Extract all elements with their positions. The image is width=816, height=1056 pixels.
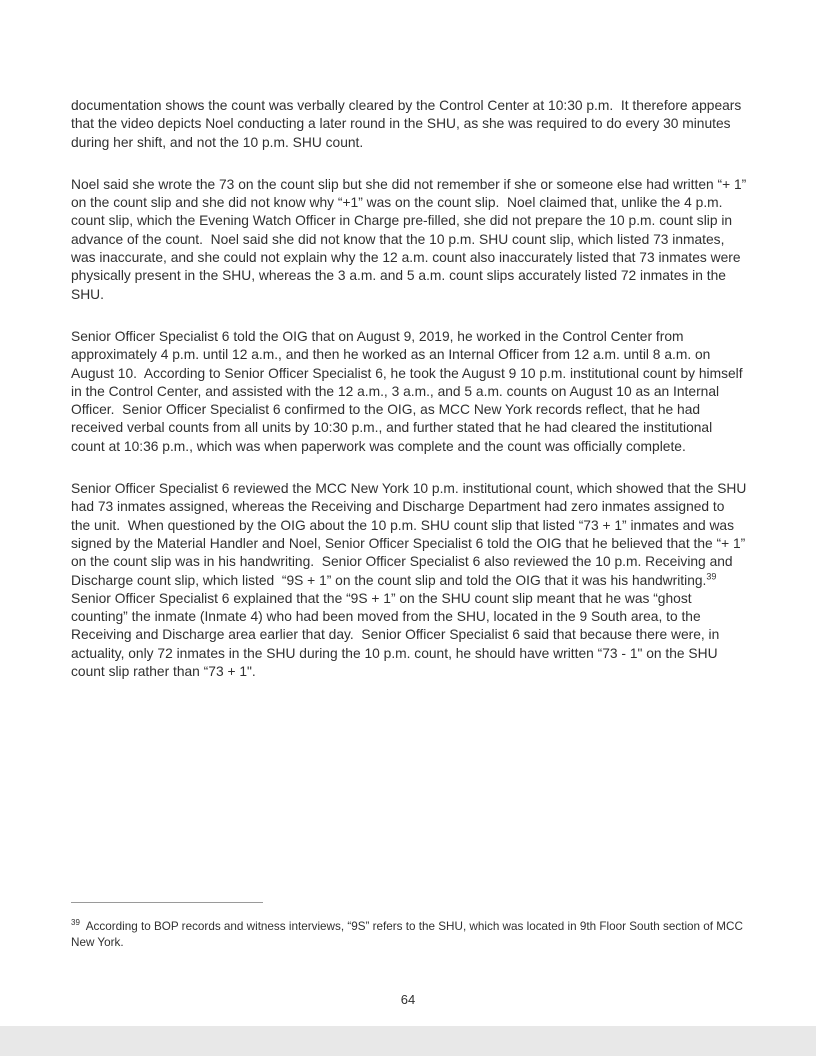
footnote-separator-rule [71, 902, 263, 903]
footnote-marker: 39 [71, 918, 80, 928]
paragraph-4-text-after-footnote: Senior Officer Specialist 6 explained that the “9S + 1” on the SHU count slip meant that he was “ghost counting” the inmate (Inmate 4) who had been moved from the SHU, located in the 9 South area, to the Receiving and Discharge area earlier that day. Senior Officer Specialist 6 said that because there were, in actuality, only 72 inmates in the SHU during the 10 p.m. count, he should have written “73 - 1" on the SHU count slip rather than “73 + 1". [71, 572, 725, 680]
footnote-reference-39: 39 [706, 570, 717, 581]
footnote-text: According to BOP records and witness interviews, “9S” refers to the SHU, which was located in 9th Floor South section of MCC New York. [71, 920, 747, 949]
paragraph-1: documentation shows the count was verbally cleared by the Control Center at 10:30 p.m. It therefore appears that the video depicts Noel conducting a later round in the SHU, as she was required to do every 30 minutes during her shift, and not the 10 p.m. SHU count. [71, 98, 746, 150]
paragraph-2: Noel said she wrote the 73 on the count slip but she did not remember if she or someone else had written “+ 1” on the count slip and she did not know why “+1” was on the count slip. Noel claimed that, unlike the 4 p.m. count slip, which the Evening Watch Officer in Charge pre-filled, she did not prepare the 10 p.m. count slip in advance of the count. Noel said she did not know that the 10 p.m. SHU count slip, which listed 73 inmates, was inaccurate, and she could not explain why the 12 a.m. count also inaccurately listed that 73 inmates were physically present in the SHU, whereas the 3 a.m. and 5 a.m. count slips accurately listed 72 inmates in the SHU. [71, 176, 751, 302]
footnote-39 [71, 919, 747, 951]
paragraph-4 [71, 480, 751, 681]
page-footer-strip [0, 1026, 816, 1056]
paragraph-4-text-before-footnote: Senior Officer Specialist 6 reviewed the MCC New York 10 p.m. institutional count, which showed that the SHU had 73 inmates assigned, whereas the Receiving and Discharge Department had zero inmates assigned to the unit. When questioned by the OIG about the 10 p.m. SHU count slip that listed “73 + 1” inmates and was signed by the Material Handler and Noel, Senior Officer Specialist 6 told the OIG that he believed that the “+ 1” on the count slip was in his handwriting. Senior Officer Specialist 6 also reviewed the 10 p.m. Receiving and Discharge count slip, which listed “9S + 1” on the count slip and told the OIG that it was his handwriting. [71, 481, 751, 588]
footnote-area [71, 902, 747, 951]
page-body [71, 97, 751, 705]
paragraph-3: Senior Officer Specialist 6 told the OIG that on August 9, 2019, he worked in the Control Center from approximately 4 p.m. until 12 a.m., and then he worked as an Internal Officer from 12 a.m. until 8 a.m. on August 10. According to Senior Officer Specialist 6, he took the August 9 10 p.m. institutional count by himself in the Control Center, and assisted with the 12 a.m., 3 a.m., and 5 a.m. counts on August 10 as an Internal Officer. Senior Officer Specialist 6 confirmed to the OIG, as MCC New York records reflect, that he had received verbal counts from all units by 10:30 p.m., and further stated that he had cleared the institutional count at 10:36 p.m., which was when paperwork was complete and the count was officially complete. [71, 328, 747, 454]
page-number: 64 [400, 992, 416, 1007]
